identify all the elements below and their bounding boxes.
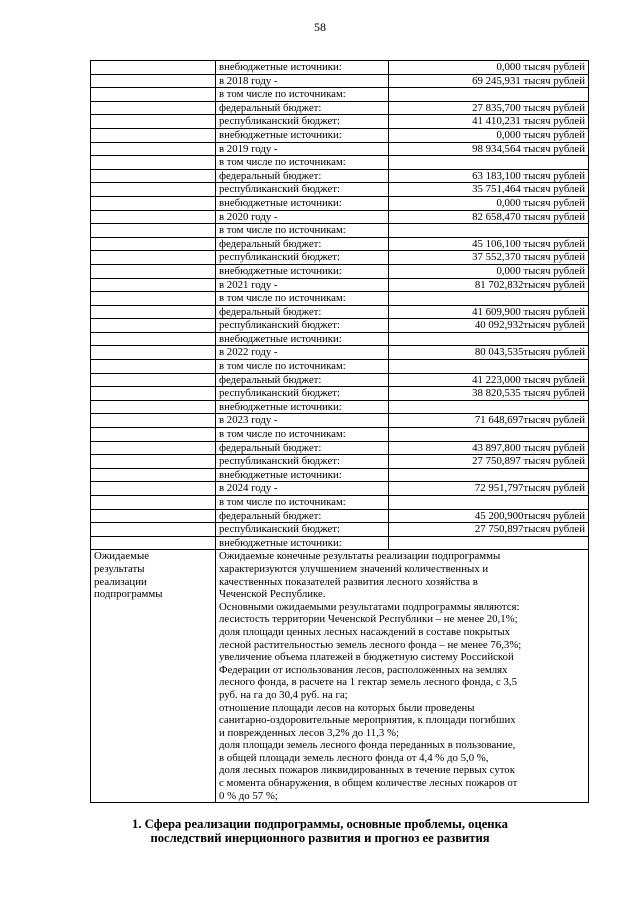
- funding-row-label: республиканский бюджет:: [216, 251, 389, 265]
- funding-row: [91, 196, 589, 210]
- funding-row-value: 43 897,800 тысяч рублей: [389, 441, 589, 455]
- funding-row-label: внебюджетные источники:: [216, 468, 389, 482]
- funding-row: [91, 292, 589, 306]
- funding-row-value: 63 183,100 тысяч рублей: [389, 169, 589, 183]
- funding-row: [91, 509, 589, 523]
- funding-row-value: 37 552,370 тысяч рублей: [389, 251, 589, 265]
- funding-row-left-cell: [91, 183, 216, 197]
- funding-row-value: 71 648,697тысяч рублей: [389, 414, 589, 428]
- funding-row-value: [389, 428, 589, 442]
- funding-row: [91, 101, 589, 115]
- funding-row-label: в том числе по источникам:: [216, 428, 389, 442]
- funding-row-left-cell: [91, 61, 216, 75]
- funding-table: [90, 60, 589, 803]
- funding-row-left-cell: [91, 523, 216, 537]
- funding-row-value: [389, 496, 589, 510]
- funding-row: [91, 224, 589, 238]
- funding-row: [91, 523, 589, 537]
- funding-row-left-cell: [91, 509, 216, 523]
- funding-row: [91, 414, 589, 428]
- funding-row-label: в 2022 году -: [216, 346, 389, 360]
- funding-row-value: 69 245,931 тысяч рублей: [389, 74, 589, 88]
- funding-row-left-cell: [91, 319, 216, 333]
- funding-row-left-cell: [91, 428, 216, 442]
- funding-row-value: 27 750,897тысяч рублей: [389, 523, 589, 537]
- funding-row-value: [389, 224, 589, 238]
- funding-row-value: [389, 360, 589, 374]
- funding-row: [91, 400, 589, 414]
- funding-row: [91, 496, 589, 510]
- funding-row: [91, 387, 589, 401]
- results-text-cell: [216, 550, 589, 803]
- results-text-line: Ожидаемые конечные результаты реализации подпрограммы: [219, 550, 501, 563]
- funding-row-label: федеральный бюджет:: [216, 509, 389, 523]
- funding-table-body: [91, 61, 589, 550]
- funding-row-value: 27 835,700 тысяч рублей: [389, 101, 589, 115]
- funding-row-label: внебюджетные источники:: [216, 332, 389, 346]
- funding-row-left-cell: [91, 169, 216, 183]
- funding-row-value: 45 106,100 тысяч рублей: [389, 237, 589, 251]
- funding-row-value: 82 658,470 тысяч рублей: [389, 210, 589, 224]
- funding-row-left-cell: [91, 128, 216, 142]
- results-text-line: лесистость территории Чеченской Республики – не менее 20,1%;: [219, 613, 518, 626]
- results-text-line: лесного фонда, в расчете на 1 гектар земель лесного фонда, с 3,5: [219, 676, 518, 689]
- funding-row: [91, 428, 589, 442]
- funding-row-value: [389, 400, 589, 414]
- funding-row-value: 98 934,564 тысяч рублей: [389, 142, 589, 156]
- funding-row: [91, 115, 589, 129]
- results-text-line: отношение площади лесов на которых были проведены: [219, 701, 475, 714]
- funding-row-left-cell: [91, 455, 216, 469]
- results-text-line: руб. на га до 30,4 руб. на га;: [219, 688, 348, 701]
- section-heading: [0, 817, 640, 845]
- funding-row: [91, 88, 589, 102]
- section-heading-line1: 1. Сфера реализации подпрограммы, основные проблемы, оценка: [132, 817, 508, 831]
- funding-row: [91, 183, 589, 197]
- funding-row-left-cell: [91, 142, 216, 156]
- results-label-line: Ожидаемые: [94, 550, 149, 563]
- funding-row-value: [389, 332, 589, 346]
- funding-row-left-cell: [91, 387, 216, 401]
- funding-row-label: в 2023 году -: [216, 414, 389, 428]
- funding-row-value: 40 092,932тысяч рублей: [389, 319, 589, 333]
- funding-row-value: 80 043,535тысяч рублей: [389, 346, 589, 360]
- funding-row-label: внебюджетные источники:: [216, 264, 389, 278]
- funding-row-label: в 2018 году -: [216, 74, 389, 88]
- funding-row: [91, 332, 589, 346]
- funding-row-label: внебюджетные источники:: [216, 536, 389, 550]
- funding-row-label: в 2019 году -: [216, 142, 389, 156]
- funding-row-label: в 2020 году -: [216, 210, 389, 224]
- results-lines: [219, 550, 585, 802]
- page-number: 58: [314, 20, 326, 34]
- funding-row-label: республиканский бюджет:: [216, 523, 389, 537]
- funding-row-label: в том числе по источникам:: [216, 88, 389, 102]
- funding-row-left-cell: [91, 196, 216, 210]
- funding-row-label: в 2021 году -: [216, 278, 389, 292]
- results-text-line: Федерации от использования лесов, расположенных на землях: [219, 663, 508, 676]
- results-text-line: доля площади ценных лесных насаждений в составе покрытых: [219, 625, 511, 638]
- funding-row: [91, 373, 589, 387]
- funding-row-value: 0,000 тысяч рублей: [389, 61, 589, 75]
- funding-row-label: республиканский бюджет:: [216, 115, 389, 129]
- results-row: [91, 550, 589, 803]
- funding-row-label: федеральный бюджет:: [216, 373, 389, 387]
- funding-row-left-cell: [91, 414, 216, 428]
- results-text-line: 0 % до 57 %;: [219, 789, 278, 802]
- funding-row-value: 0,000 тысяч рублей: [389, 264, 589, 278]
- funding-row-value: [389, 468, 589, 482]
- funding-row-value: 45 200,900тысяч рублей: [389, 509, 589, 523]
- funding-row-value: 27 750,897 тысяч рублей: [389, 455, 589, 469]
- funding-row-value: [389, 156, 589, 170]
- results-text-line: доля площади земель лесного фонда переданных в пользование,: [219, 739, 516, 752]
- section-heading-line2: последствий инерционного развития и прогноз ее развития: [150, 831, 490, 845]
- funding-row: [91, 319, 589, 333]
- funding-row-value: [389, 292, 589, 306]
- results-label-line: реализации: [94, 575, 147, 588]
- results-text-line: с момента обнаружения, в общем количестве лесных пожаров от: [219, 777, 518, 790]
- funding-row: [91, 237, 589, 251]
- funding-row-left-cell: [91, 305, 216, 319]
- funding-row-value: 41 609,900 тысяч рублей: [389, 305, 589, 319]
- funding-row-left-cell: [91, 360, 216, 374]
- funding-row-label: республиканский бюджет:: [216, 455, 389, 469]
- funding-row-left-cell: [91, 292, 216, 306]
- funding-row-label: федеральный бюджет:: [216, 101, 389, 115]
- results-text-line: качественных показателей развития лесного хозяйства в: [219, 575, 478, 588]
- funding-row: [91, 346, 589, 360]
- funding-row: [91, 264, 589, 278]
- funding-row-label: федеральный бюджет:: [216, 237, 389, 251]
- funding-row-label: в том числе по источникам:: [216, 360, 389, 374]
- results-text-line: увеличение объема платежей в бюджетную систему Российской: [219, 651, 514, 664]
- funding-row-value: 38 820,535 тысяч рублей: [389, 387, 589, 401]
- results-text-line: Чеченской Республике.: [219, 588, 326, 601]
- funding-row-value: 81 702,832тысяч рублей: [389, 278, 589, 292]
- funding-row-left-cell: [91, 237, 216, 251]
- funding-row-left-cell: [91, 373, 216, 387]
- results-text-line: доля лесных пожаров ликвидированных в течение первых суток: [219, 764, 515, 777]
- results-text-line: и поврежденных лесов 3,2% до 11,3 %;: [219, 726, 399, 739]
- funding-row: [91, 455, 589, 469]
- funding-row: [91, 441, 589, 455]
- funding-row-label: внебюджетные источники:: [216, 128, 389, 142]
- funding-row-value: 72 951,797тысяч рублей: [389, 482, 589, 496]
- funding-row: [91, 61, 589, 75]
- funding-row: [91, 536, 589, 550]
- funding-row-left-cell: [91, 264, 216, 278]
- funding-row-label: республиканский бюджет:: [216, 387, 389, 401]
- funding-row-left-cell: [91, 468, 216, 482]
- funding-row-label: в том числе по источникам:: [216, 224, 389, 238]
- funding-row-label: в том числе по источникам:: [216, 292, 389, 306]
- funding-row: [91, 169, 589, 183]
- funding-row-left-cell: [91, 224, 216, 238]
- funding-row-label: внебюджетные источники:: [216, 196, 389, 210]
- results-label-line: подпрограммы: [94, 588, 163, 601]
- funding-row-left-cell: [91, 482, 216, 496]
- funding-row-left-cell: [91, 88, 216, 102]
- funding-row-left-cell: [91, 346, 216, 360]
- funding-row-value: 0,000 тысяч рублей: [389, 128, 589, 142]
- funding-row-left-cell: [91, 251, 216, 265]
- funding-row-label: республиканский бюджет:: [216, 183, 389, 197]
- funding-row-left-cell: [91, 115, 216, 129]
- funding-row-left-cell: [91, 74, 216, 88]
- funding-row-label: федеральный бюджет:: [216, 441, 389, 455]
- results-text-line: в общей площади земель лесного фонда от 4,4 % до 5,0 %,: [219, 751, 489, 764]
- funding-row: [91, 482, 589, 496]
- funding-row-label: федеральный бюджет:: [216, 305, 389, 319]
- funding-row-label: республиканский бюджет:: [216, 319, 389, 333]
- funding-row-label: в 2024 году -: [216, 482, 389, 496]
- funding-row-left-cell: [91, 400, 216, 414]
- funding-row-left-cell: [91, 278, 216, 292]
- funding-row: [91, 142, 589, 156]
- funding-row: [91, 468, 589, 482]
- funding-row-value: 35 751,464 тысяч рублей: [389, 183, 589, 197]
- results-label-cell: [91, 550, 216, 803]
- funding-row: [91, 156, 589, 170]
- funding-row-label: в том числе по источникам:: [216, 496, 389, 510]
- funding-row-left-cell: [91, 441, 216, 455]
- funding-row-value: 41 410,231 тысяч рублей: [389, 115, 589, 129]
- funding-row-left-cell: [91, 156, 216, 170]
- funding-row-left-cell: [91, 496, 216, 510]
- results-text-line: характеризуются улучшением значений количественных и: [219, 562, 489, 575]
- funding-row-label: внебюджетные источники:: [216, 400, 389, 414]
- funding-row-value: [389, 536, 589, 550]
- funding-row: [91, 210, 589, 224]
- results-text-line: санитарно-оздоровительные мероприятия, к площади погибших: [219, 714, 516, 727]
- funding-row-label: внебюджетные источники:: [216, 61, 389, 75]
- results-text-line: Основными ожидаемыми результатами подпрограммы являются:: [219, 600, 520, 613]
- funding-row-left-cell: [91, 536, 216, 550]
- funding-row: [91, 360, 589, 374]
- funding-row-left-cell: [91, 210, 216, 224]
- funding-row-value: 0,000 тысяч рублей: [389, 196, 589, 210]
- funding-row-left-cell: [91, 101, 216, 115]
- results-label-line: результаты: [94, 562, 145, 575]
- funding-row: [91, 278, 589, 292]
- funding-row-value: 41 223,000 тысяч рублей: [389, 373, 589, 387]
- funding-row: [91, 251, 589, 265]
- funding-row: [91, 305, 589, 319]
- funding-row: [91, 128, 589, 142]
- funding-row-label: федеральный бюджет:: [216, 169, 389, 183]
- funding-row: [91, 74, 589, 88]
- results-text-line: лесной растительностью земель лесного фонда – не менее 76,3%;: [219, 638, 522, 651]
- funding-row-value: [389, 88, 589, 102]
- funding-row-label: в том числе по источникам:: [216, 156, 389, 170]
- funding-row-left-cell: [91, 332, 216, 346]
